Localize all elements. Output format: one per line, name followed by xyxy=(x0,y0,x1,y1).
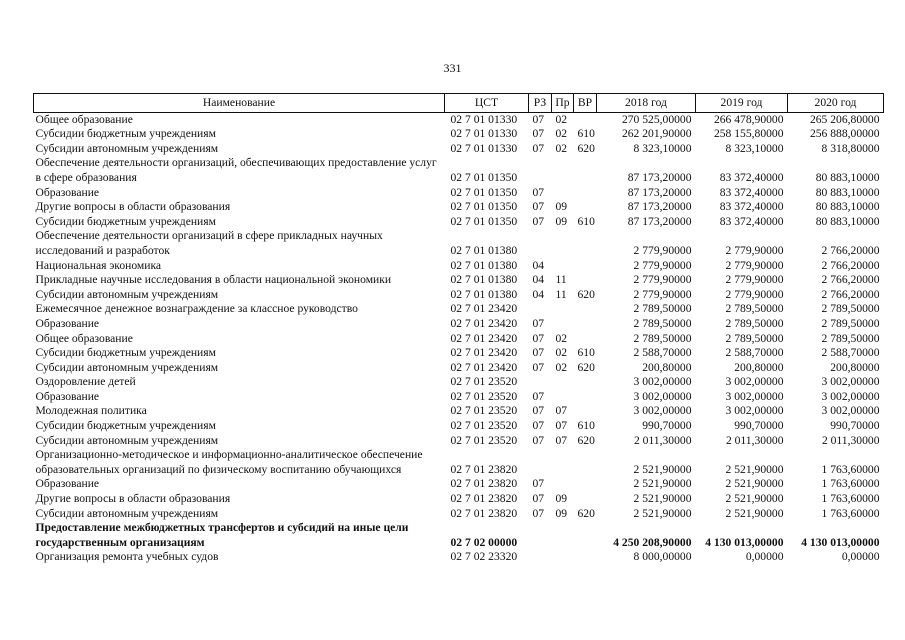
row-name: Прикладные научные исследования в области национальной экономики xyxy=(35,273,392,287)
row-rz: 07 xyxy=(532,112,545,126)
row-value-2019: 258 155,80000 xyxy=(713,127,784,141)
row-value-2019: 990,70000 xyxy=(734,419,784,433)
row-pr: 02 xyxy=(555,141,568,155)
row-cst: 02 7 01 01330 xyxy=(450,127,518,141)
row-cst: 02 7 01 23520 xyxy=(450,433,518,447)
row-value-2019: 2 789,50000 xyxy=(725,331,784,345)
header-2019: 2019 год xyxy=(696,94,788,113)
row-name: Общее образование xyxy=(35,331,133,345)
row-pr xyxy=(552,477,574,492)
row-value-2018: 262 201,90000 xyxy=(621,127,692,141)
row-pr xyxy=(552,317,574,332)
row-pr: 02 xyxy=(555,360,568,374)
row-value-2019: 83 372,40000 xyxy=(719,185,784,199)
row-value-2020: 80 883,10000 xyxy=(815,200,880,214)
table-body xyxy=(34,112,884,565)
row-name: Субсидии бюджетным учреждениям xyxy=(35,214,216,228)
row-rz xyxy=(529,229,552,258)
row-cst: 02 7 01 01350 xyxy=(450,200,518,214)
row-rz: 07 xyxy=(532,200,545,214)
budget-table xyxy=(33,93,884,565)
row-name: Субсидии автономным учреждениям xyxy=(35,360,219,374)
row-pr: 07 xyxy=(555,419,568,433)
row-value-2019: 8 323,10000 xyxy=(725,141,784,155)
row-vr xyxy=(574,492,597,507)
row-value-2020: 2 011,30000 xyxy=(821,433,880,447)
row-value-2018: 4 250 208,90000 xyxy=(613,535,692,549)
row-value-2019: 2 521,90000 xyxy=(725,462,784,476)
table-row xyxy=(34,142,884,157)
row-value-2018: 2 521,90000 xyxy=(633,492,692,506)
row-vr xyxy=(574,332,597,347)
row-name: Субсидии автономным учреждениям xyxy=(35,506,219,520)
row-vr xyxy=(574,448,597,477)
row-rz: 07 xyxy=(532,316,545,330)
row-pr: 02 xyxy=(555,346,568,360)
row-value-2019: 2 779,90000 xyxy=(725,273,784,287)
row-name: Общее образование xyxy=(35,112,133,126)
row-value-2019: 83 372,40000 xyxy=(719,170,784,184)
row-pr: 07 xyxy=(555,433,568,447)
row-cst: 02 7 01 01350 xyxy=(450,185,518,199)
table-row xyxy=(34,521,884,550)
row-cst: 02 7 01 01380 xyxy=(450,243,518,257)
table-header-row xyxy=(34,94,884,113)
row-cst: 02 7 01 01380 xyxy=(450,273,518,287)
header-rz: РЗ xyxy=(529,94,552,113)
row-value-2018: 87 173,20000 xyxy=(627,214,692,228)
row-value-2020: 0,00000 xyxy=(841,550,880,564)
table-row xyxy=(34,186,884,201)
row-value-2018: 87 173,20000 xyxy=(627,185,692,199)
header-pr: Пр xyxy=(552,94,574,113)
table-row xyxy=(34,448,884,477)
header-name: Наименование xyxy=(34,94,445,113)
row-pr xyxy=(552,521,574,550)
row-rz: 07 xyxy=(532,419,545,433)
row-rz: 07 xyxy=(532,346,545,360)
row-value-2020: 4 130 013,00000 xyxy=(801,535,880,549)
row-cst: 02 7 01 01380 xyxy=(450,258,518,272)
row-cst: 02 7 02 23320 xyxy=(450,550,518,564)
row-name: Ежемесячное денежное вознаграждение за классное руководство xyxy=(35,302,358,316)
row-value-2020: 3 002,00000 xyxy=(821,389,880,403)
row-value-2020: 1 763,60000 xyxy=(821,462,880,476)
row-rz xyxy=(529,521,552,550)
row-rz: 07 xyxy=(532,404,545,418)
row-value-2019: 2 789,50000 xyxy=(725,316,784,330)
row-vr xyxy=(574,156,597,185)
row-value-2020: 256 888,00000 xyxy=(809,127,880,141)
row-pr: 02 xyxy=(555,331,568,345)
row-cst: 02 7 01 23520 xyxy=(450,375,518,389)
row-rz: 07 xyxy=(532,506,545,520)
row-vr: 620 xyxy=(577,506,595,520)
row-name: Образование xyxy=(35,185,100,199)
row-value-2020: 2 789,50000 xyxy=(821,331,880,345)
row-vr xyxy=(574,112,597,127)
row-name: Предоставление межбюджетных трансфертов и субсидий на иные цели государственным организациям xyxy=(35,521,409,549)
row-value-2019: 83 372,40000 xyxy=(719,200,784,214)
row-cst: 02 7 01 23520 xyxy=(450,419,518,433)
row-vr xyxy=(574,390,597,405)
row-rz: 07 xyxy=(532,214,545,228)
row-vr: 610 xyxy=(577,214,595,228)
row-cst: 02 7 01 01380 xyxy=(450,287,518,301)
row-cst: 02 7 02 00000 xyxy=(450,535,518,549)
row-value-2018: 2 779,90000 xyxy=(633,273,692,287)
row-name: Субсидии бюджетным учреждениям xyxy=(35,419,216,433)
row-value-2018: 2 789,50000 xyxy=(633,302,692,316)
row-value-2019: 3 002,00000 xyxy=(725,375,784,389)
row-cst: 02 7 01 23820 xyxy=(450,506,518,520)
row-value-2020: 80 883,10000 xyxy=(815,170,880,184)
row-cst: 02 7 01 23420 xyxy=(450,302,518,316)
row-cst: 02 7 01 01330 xyxy=(450,112,518,126)
row-value-2019: 2 588,70000 xyxy=(725,346,784,360)
row-vr xyxy=(574,404,597,419)
row-value-2019: 266 478,90000 xyxy=(713,112,784,126)
page-number: 331 xyxy=(443,61,462,75)
row-value-2019: 2 779,90000 xyxy=(725,287,784,301)
row-name: Организационно-методическое и информационно-аналитическое обеспечение образовательных организаций по физическому воспитанию обучающихся xyxy=(35,448,423,476)
row-value-2020: 3 002,00000 xyxy=(821,404,880,418)
row-rz: 07 xyxy=(532,127,545,141)
row-value-2018: 3 002,00000 xyxy=(633,389,692,403)
row-rz: 07 xyxy=(532,433,545,447)
row-value-2018: 990,70000 xyxy=(642,419,692,433)
row-value-2019: 2 779,90000 xyxy=(725,258,784,272)
row-value-2018: 2 779,90000 xyxy=(633,243,692,257)
row-value-2019: 200,80000 xyxy=(734,360,784,374)
row-vr xyxy=(574,477,597,492)
row-pr: 09 xyxy=(555,506,568,520)
row-rz: 07 xyxy=(532,492,545,506)
row-value-2018: 3 002,00000 xyxy=(633,404,692,418)
row-pr: 09 xyxy=(555,492,568,506)
row-pr: 11 xyxy=(555,287,567,301)
row-rz: 04 xyxy=(532,273,545,287)
row-value-2018: 2 789,50000 xyxy=(633,331,692,345)
row-rz xyxy=(529,550,552,565)
row-value-2020: 2 789,50000 xyxy=(821,316,880,330)
row-cst: 02 7 01 01350 xyxy=(450,170,518,184)
row-name: Организация ремонта учебных судов xyxy=(35,550,219,564)
row-name: Субсидии автономным учреждениям xyxy=(35,141,219,155)
row-vr: 620 xyxy=(577,287,595,301)
row-rz xyxy=(529,448,552,477)
row-value-2020: 2 588,70000 xyxy=(821,346,880,360)
row-value-2018: 2 521,90000 xyxy=(633,462,692,476)
row-rz xyxy=(529,375,552,390)
row-rz: 04 xyxy=(532,287,545,301)
row-pr xyxy=(552,229,574,258)
table-row xyxy=(34,375,884,390)
row-vr: 620 xyxy=(577,433,595,447)
row-value-2019: 3 002,00000 xyxy=(725,404,784,418)
row-value-2019: 2 011,30000 xyxy=(725,433,784,447)
row-cst: 02 7 01 01350 xyxy=(450,214,518,228)
row-value-2019: 2 779,90000 xyxy=(725,243,784,257)
row-value-2020: 2 766,20000 xyxy=(821,273,880,287)
table-row xyxy=(34,477,884,492)
row-vr xyxy=(574,521,597,550)
table-row xyxy=(34,259,884,274)
row-value-2019: 2 789,50000 xyxy=(725,302,784,316)
row-name: Образование xyxy=(35,477,100,491)
row-vr xyxy=(574,186,597,201)
row-pr xyxy=(552,302,574,317)
row-value-2018: 87 173,20000 xyxy=(627,200,692,214)
row-value-2020: 265 206,80000 xyxy=(809,112,880,126)
row-value-2018: 2 588,70000 xyxy=(633,346,692,360)
row-value-2020: 990,70000 xyxy=(830,419,880,433)
row-value-2018: 8 323,10000 xyxy=(633,141,692,155)
row-value-2019: 83 372,40000 xyxy=(719,214,784,228)
row-rz: 04 xyxy=(532,258,545,272)
header-2018: 2018 год xyxy=(597,94,696,113)
row-rz xyxy=(529,156,552,185)
row-rz: 07 xyxy=(532,141,545,155)
table-row xyxy=(34,288,884,303)
row-value-2020: 8 318,80000 xyxy=(821,141,880,155)
row-value-2018: 200,80000 xyxy=(642,360,692,374)
row-value-2020: 80 883,10000 xyxy=(815,214,880,228)
row-value-2019: 2 521,90000 xyxy=(725,492,784,506)
header-cst: ЦСТ xyxy=(445,94,529,113)
row-pr xyxy=(552,390,574,405)
row-value-2020: 2 766,20000 xyxy=(821,243,880,257)
row-cst: 02 7 01 23820 xyxy=(450,462,518,476)
row-name: Обеспечение деятельности организаций в сфере прикладных научных исследований и разработок xyxy=(35,229,383,257)
row-value-2018: 270 525,00000 xyxy=(621,112,692,126)
table-row xyxy=(34,550,884,565)
row-vr xyxy=(574,317,597,332)
row-name: Образование xyxy=(35,389,100,403)
row-vr xyxy=(574,273,597,288)
row-pr: 09 xyxy=(555,214,568,228)
row-value-2020: 1 763,60000 xyxy=(821,477,880,491)
row-value-2018: 2 779,90000 xyxy=(633,258,692,272)
table-row xyxy=(34,346,884,361)
table-row xyxy=(34,273,884,288)
row-vr: 610 xyxy=(577,127,595,141)
row-pr: 02 xyxy=(555,127,568,141)
row-cst: 02 7 01 23420 xyxy=(450,331,518,345)
row-vr: 610 xyxy=(577,419,595,433)
row-cst: 02 7 01 01330 xyxy=(450,141,518,155)
table-row xyxy=(34,302,884,317)
row-name: Другие вопросы в области образования xyxy=(35,200,231,214)
row-value-2020: 200,80000 xyxy=(830,360,880,374)
row-value-2018: 2 521,90000 xyxy=(633,477,692,491)
row-name: Образование xyxy=(35,316,100,330)
row-name: Субсидии автономным учреждениям xyxy=(35,287,219,301)
row-value-2018: 2 779,90000 xyxy=(633,287,692,301)
row-pr xyxy=(552,375,574,390)
row-vr xyxy=(574,259,597,274)
row-value-2019: 4 130 013,00000 xyxy=(705,535,784,549)
row-pr xyxy=(552,448,574,477)
row-vr xyxy=(574,200,597,215)
row-value-2019: 2 521,90000 xyxy=(725,506,784,520)
table-row xyxy=(34,404,884,419)
row-cst: 02 7 01 23420 xyxy=(450,360,518,374)
row-vr: 610 xyxy=(577,346,595,360)
row-rz xyxy=(529,302,552,317)
row-value-2018: 2 011,30000 xyxy=(633,433,692,447)
row-rz: 07 xyxy=(532,185,545,199)
row-rz: 07 xyxy=(532,389,545,403)
row-name: Субсидии бюджетным учреждениям xyxy=(35,346,216,360)
table-row xyxy=(34,156,884,185)
table-row xyxy=(34,112,884,127)
row-vr xyxy=(574,550,597,565)
row-rz: 07 xyxy=(532,331,545,345)
row-vr: 620 xyxy=(577,360,595,374)
row-pr xyxy=(552,156,574,185)
row-name: Субсидии бюджетным учреждениям xyxy=(35,127,216,141)
table-row xyxy=(34,229,884,258)
table-row xyxy=(34,200,884,215)
row-value-2019: 0,00000 xyxy=(745,550,784,564)
row-vr: 620 xyxy=(577,141,595,155)
row-value-2018: 2 521,90000 xyxy=(633,506,692,520)
header-2020: 2020 год xyxy=(788,94,884,113)
row-value-2020: 80 883,10000 xyxy=(815,185,880,199)
row-name: Оздоровление детей xyxy=(35,375,136,389)
row-cst: 02 7 01 23820 xyxy=(450,477,518,491)
row-value-2018: 3 002,00000 xyxy=(633,375,692,389)
row-cst: 02 7 01 23520 xyxy=(450,389,518,403)
row-value-2020: 2 766,20000 xyxy=(821,287,880,301)
table-row xyxy=(34,332,884,347)
row-pr: 07 xyxy=(555,404,568,418)
row-rz: 07 xyxy=(532,477,545,491)
row-pr: 11 xyxy=(555,273,567,287)
row-value-2020: 1 763,60000 xyxy=(821,492,880,506)
row-pr xyxy=(552,550,574,565)
row-value-2020: 1 763,60000 xyxy=(821,506,880,520)
row-pr xyxy=(552,259,574,274)
row-cst: 02 7 01 23520 xyxy=(450,404,518,418)
row-name: Другие вопросы в области образования xyxy=(35,492,231,506)
row-vr xyxy=(574,302,597,317)
table-row xyxy=(34,390,884,405)
row-value-2018: 8 000,00000 xyxy=(633,550,692,564)
row-value-2019: 2 521,90000 xyxy=(725,477,784,491)
row-name: Молодежная политика xyxy=(35,404,147,418)
row-value-2020: 2 789,50000 xyxy=(821,302,880,316)
row-value-2018: 2 789,50000 xyxy=(633,316,692,330)
row-vr xyxy=(574,375,597,390)
table-row xyxy=(34,492,884,507)
row-name: Обеспечение деятельности организаций, обеспечивающих предоставление услуг в сфере образования xyxy=(35,156,437,184)
row-value-2018: 87 173,20000 xyxy=(627,170,692,184)
row-pr: 02 xyxy=(555,112,568,126)
row-value-2019: 3 002,00000 xyxy=(725,389,784,403)
row-cst: 02 7 01 23420 xyxy=(450,346,518,360)
table-row xyxy=(34,419,884,434)
row-value-2020: 2 766,20000 xyxy=(821,258,880,272)
table-row xyxy=(34,434,884,449)
row-pr xyxy=(552,186,574,201)
row-pr: 09 xyxy=(555,200,568,214)
row-value-2020: 3 002,00000 xyxy=(821,375,880,389)
row-cst: 02 7 01 23820 xyxy=(450,492,518,506)
table-row xyxy=(34,127,884,142)
row-name: Субсидии автономным учреждениям xyxy=(35,433,219,447)
row-cst: 02 7 01 23420 xyxy=(450,316,518,330)
table-row xyxy=(34,507,884,522)
row-vr xyxy=(574,229,597,258)
table-row xyxy=(34,215,884,230)
table-row xyxy=(34,317,884,332)
row-name: Национальная экономика xyxy=(35,258,162,272)
header-vr: ВР xyxy=(574,94,597,113)
row-rz: 07 xyxy=(532,360,545,374)
table-row xyxy=(34,361,884,376)
